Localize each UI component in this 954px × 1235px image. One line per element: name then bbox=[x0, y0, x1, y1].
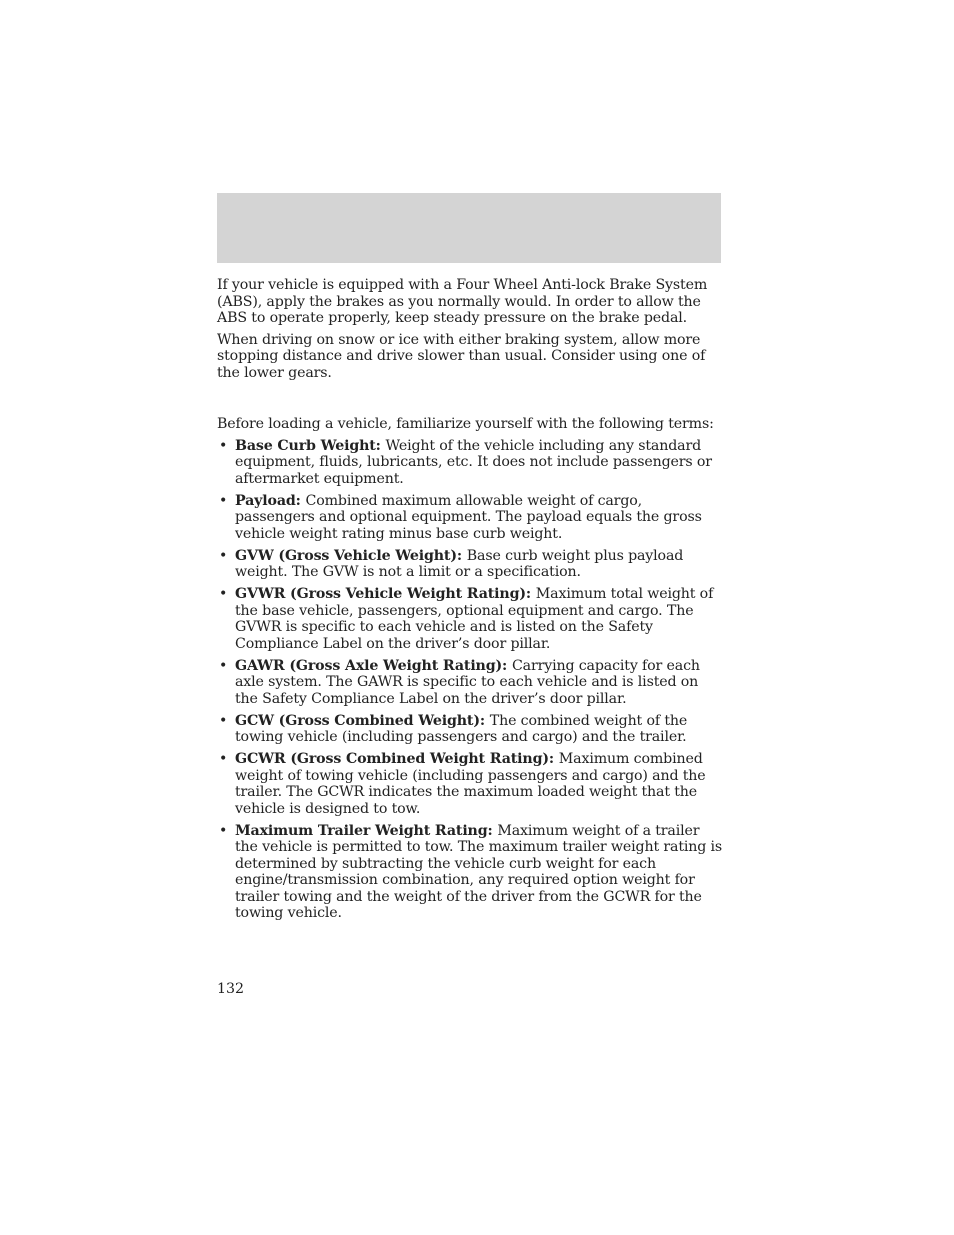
list-item-gvw bbox=[217, 548, 725, 581]
term-definition: Maximum weight of a trailer the vehicle is permitted to tow. The maximum trailer weight rating is determined by subtracting the vehicle curb weight for each engine/transmission combination, any required option weight for trailer towing and the weight of the driver from the GCWR for the towing vehicle. bbox=[235, 822, 723, 921]
term-name: Payload: bbox=[235, 492, 306, 509]
loading-intro-paragraph: Before loading a vehicle, familiarize yourself with the following terms: bbox=[217, 416, 714, 432]
bullet-icon: • bbox=[219, 437, 228, 454]
term-definition: Carrying capacity for each axle system. The GAWR is specific to each vehicle and is listed on the Safety Compliance Label on the driver’s door pillar. bbox=[235, 657, 700, 707]
term-definition: Maximum total weight of the base vehicle, passengers, optional equipment and cargo. The GVWR is specific to each vehicle and is listed on the Safety Compliance Label on the driver’s door pillar. bbox=[235, 586, 714, 652]
bullet-icon: • bbox=[219, 586, 228, 602]
term-definition: Base curb weight plus payload weight. The GVW is not a limit or a specification. bbox=[235, 547, 684, 580]
page-number: 132 bbox=[217, 981, 245, 997]
bullet-icon: • bbox=[219, 547, 228, 564]
list-item-gvwr bbox=[217, 586, 725, 652]
bullet-icon: • bbox=[219, 712, 228, 729]
term-name: GVW (Gross Vehicle Weight): bbox=[235, 547, 467, 564]
list-item-gcw bbox=[217, 713, 725, 746]
section-header-band bbox=[217, 193, 721, 263]
list-item-gawr bbox=[217, 658, 725, 708]
term-name: GVWR (Gross Vehicle Weight Rating): bbox=[235, 586, 536, 602]
term-definition: Maximum combined weight of towing vehicle (including passengers and cargo) and the trailer. The GCWR indicates the maximum loaded weight that the vehicle is designed to tow. bbox=[235, 751, 706, 817]
list-item-base-curb-weight bbox=[217, 438, 725, 488]
term-name: Maximum Trailer Weight Rating: bbox=[235, 822, 498, 839]
term-definition: Combined maximum allowable weight of cargo, passengers and optional equipment. The payload equals the gross vehicle weight rating minus base curb weight. bbox=[235, 492, 702, 542]
bullet-icon: • bbox=[219, 751, 228, 767]
abs-paragraph: If your vehicle is equipped with a Four Wheel Anti-lock Brake System (ABS), apply the brakes as you normally would. In order to allow the ABS to operate properly, keep steady pressure on the brake pedal. bbox=[217, 277, 708, 326]
term-definition: The combined weight of the towing vehicle (including passengers and cargo) and the trailer. bbox=[235, 712, 688, 745]
term-name: GCW (Gross Combined Weight): bbox=[235, 712, 490, 729]
list-item-payload bbox=[217, 493, 725, 543]
bullet-icon: • bbox=[219, 657, 228, 674]
loading-terms-list bbox=[217, 438, 725, 922]
list-item-max-trailer-weight-rating bbox=[217, 823, 725, 922]
list-item-gcwr bbox=[217, 751, 725, 817]
term-definition: Weight of the vehicle including any standard equipment, fluids, lubricants, etc. It does not include passengers or aftermarket equipment. bbox=[235, 437, 712, 487]
bullet-icon: • bbox=[219, 822, 228, 839]
page-content bbox=[217, 277, 725, 927]
snow-ice-paragraph: When driving on snow or ice with either braking system, allow more stopping distance and drive slower than usual. Consider using one of the lower gears. bbox=[217, 331, 706, 381]
term-name: Base Curb Weight: bbox=[235, 437, 386, 454]
term-name: GAWR (Gross Axle Weight Rating): bbox=[235, 657, 512, 674]
bullet-icon: • bbox=[219, 492, 228, 509]
term-name: GCWR (Gross Combined Weight Rating): bbox=[235, 751, 559, 767]
